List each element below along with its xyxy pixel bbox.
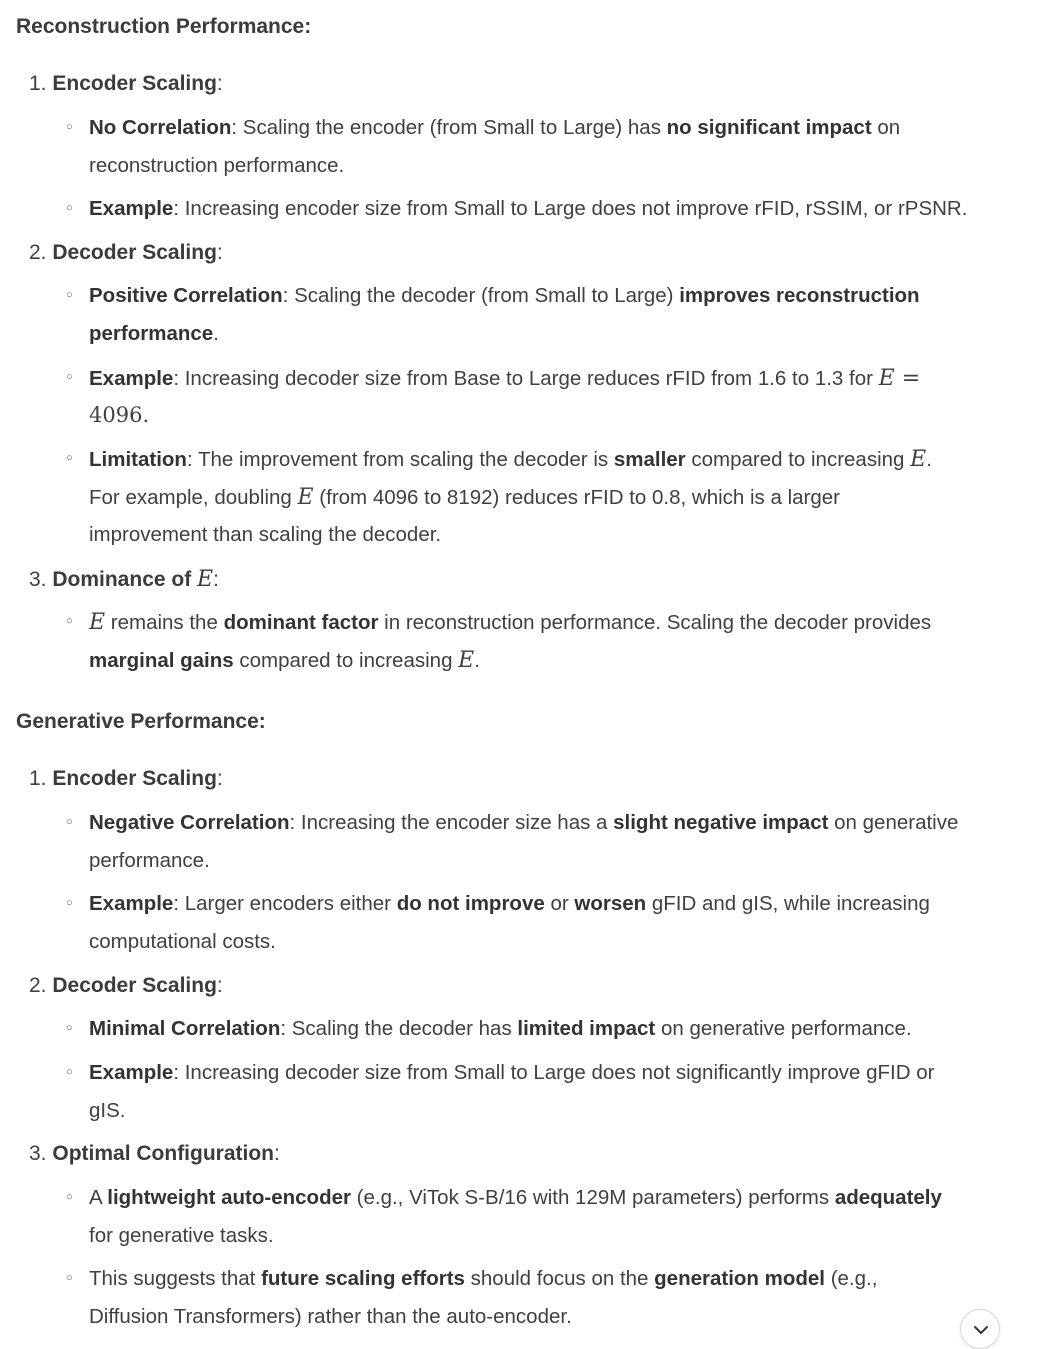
bullet-line: reconstruction performance. (89, 154, 345, 177)
bullet-icon: ○ (66, 1022, 73, 1034)
bullet-line: For example, doubling E (from 4096 to 8192) reduces rFID to 0.8, which is a larger (89, 485, 841, 510)
bullet-line: gIS. (89, 1099, 126, 1122)
list-number: 1. (29, 72, 47, 95)
bullet-icon: ○ (66, 615, 73, 627)
list-item-optimal-configuration (29, 1142, 280, 1166)
list-item-decoder-scaling (29, 974, 223, 998)
bullet-line: marginal gains compared to increasing E. (89, 648, 480, 673)
list-heading: Decoder Scaling (52, 974, 217, 997)
section-title-reconstruction: Reconstruction Performance: (16, 15, 312, 38)
bullet-line: computational costs. (89, 930, 276, 953)
list-item-decoder-scaling (29, 241, 223, 265)
bullet-line: performance. (89, 849, 210, 872)
bullet-line: Negative Correlation: Increasing the encoder size has a slight negative impact on generative (89, 811, 959, 834)
colon: : (216, 72, 223, 95)
bullet-line: improvement than scaling the decoder. (89, 523, 442, 546)
bullet-icon: ○ (66, 1066, 73, 1078)
colon: : (213, 568, 219, 591)
bullet-line: Example: Increasing decoder size from Base to Large reduces rFID from 1.6 to 1.3 for E = (89, 366, 921, 391)
bullet-icon: ○ (66, 202, 73, 214)
list-number: 3. (29, 568, 47, 591)
list-heading: Encoder Scaling (52, 72, 217, 95)
list-heading: Encoder Scaling (52, 767, 217, 790)
bullet-icon: ○ (66, 897, 73, 909)
bullet-line: A lightweight auto-encoder (e.g., ViTok S-B/16 with 129M parameters) performs adequately (89, 1186, 942, 1209)
list-heading: Decoder Scaling (52, 241, 217, 264)
bullet-icon: ○ (66, 121, 73, 133)
bullet-line: Example: Increasing decoder size from Small to Large does not significantly improve gFID or (89, 1061, 935, 1084)
bullet-line: E remains the dominant factor in reconstruction performance. Scaling the decoder provides (89, 610, 932, 635)
bullet-line: for generative tasks. (89, 1224, 274, 1247)
bullet-line: Positive Correlation: Scaling the decoder (from Small to Large) improves reconstruction (89, 284, 920, 307)
bullet-line: Minimal Correlation: Scaling the decoder has limited impact on generative performance. (89, 1017, 912, 1040)
colon: : (216, 241, 223, 264)
colon: : (216, 767, 223, 790)
bullet-line: Example: Increasing encoder size from Small to Large does not improve rFID, rSSIM, or rPSNR. (89, 197, 968, 220)
bullet-icon: ○ (66, 371, 73, 383)
list-item-dominance-of-e (29, 567, 219, 592)
list-number: 3. (29, 1142, 47, 1165)
list-number: 2. (29, 974, 47, 997)
list-heading: Optimal Configuration (52, 1142, 275, 1165)
bullet-line: Example: Larger encoders either do not improve or worsen gFID and gIS, while increasing (89, 892, 930, 915)
bullet-icon: ○ (66, 1272, 73, 1284)
scroll-down-button[interactable] (960, 1309, 1000, 1349)
bullet-icon: ○ (66, 816, 73, 828)
colon: : (274, 1142, 280, 1165)
bullet-line: This suggests that future scaling efforts should focus on the generation model (e.g., (89, 1267, 878, 1290)
bullet-icon: ○ (66, 452, 73, 464)
list-heading: Dominance of E (52, 567, 214, 592)
bullet-line: 4096. (89, 403, 150, 427)
bullet-line: performance. (89, 322, 219, 345)
bullet-icon: ○ (66, 1191, 73, 1203)
list-number: 1. (29, 767, 47, 790)
colon: : (216, 974, 223, 997)
list-item-encoder-scaling (29, 767, 223, 791)
bullet-line: Diffusion Transformers) rather than the auto-encoder. (89, 1305, 572, 1328)
chevron-down-icon (972, 1321, 990, 1339)
list-number: 2. (29, 241, 47, 264)
bullet-line: No Correlation: Scaling the encoder (from Small to Large) has no significant impact on (89, 116, 901, 139)
section-title-generative: Generative Performance: (16, 710, 266, 733)
list-item-encoder-scaling (29, 72, 223, 96)
bullet-icon: ○ (66, 289, 73, 301)
bullet-line: Limitation: The improvement from scaling the decoder is smaller compared to increasing E. (89, 447, 932, 472)
